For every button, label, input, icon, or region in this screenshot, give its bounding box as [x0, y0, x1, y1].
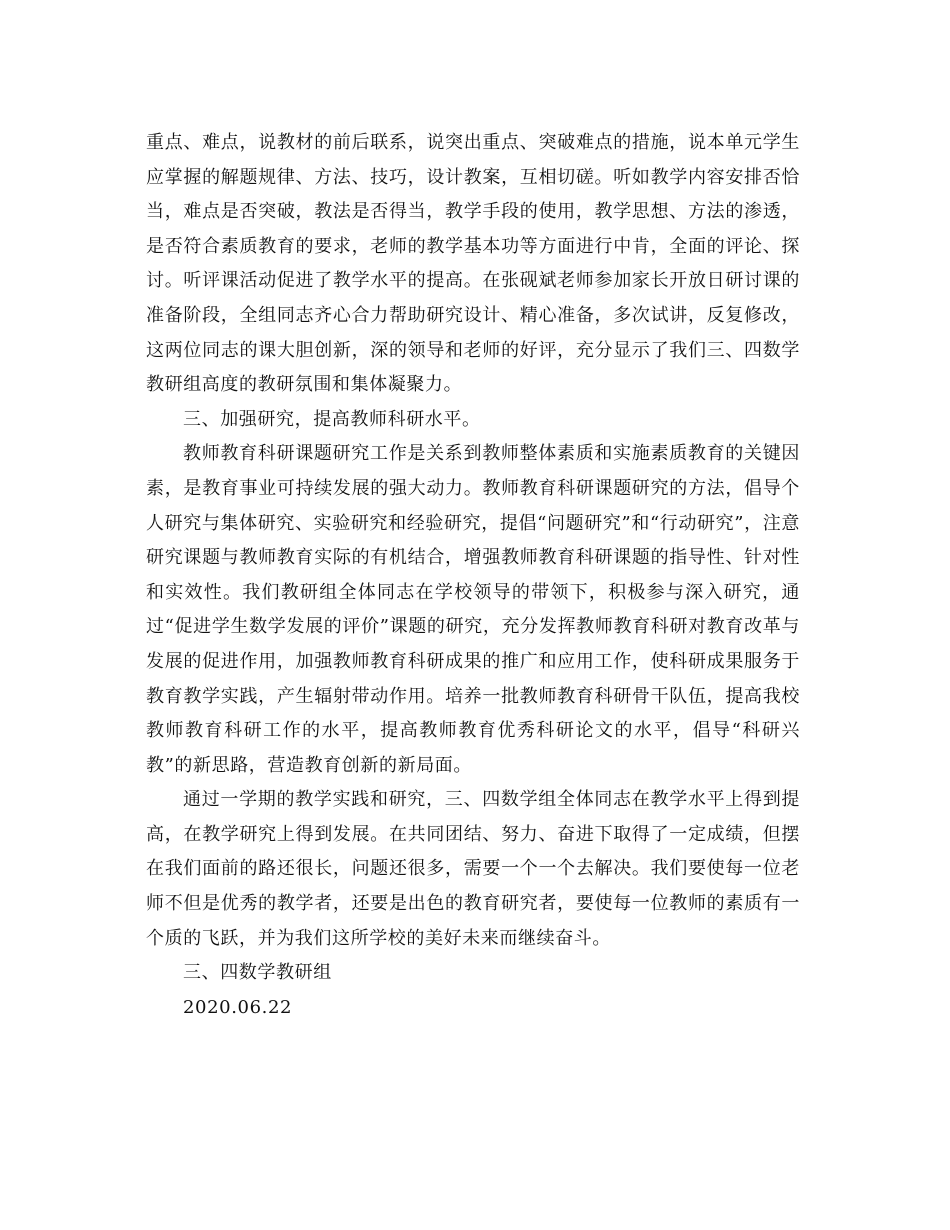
document-page: [146, 126, 800, 1025]
signature-group-name: 三、四数学教研组: [183, 962, 332, 984]
section-heading-research: 三、加强研究，提高教师科研水平。: [183, 408, 481, 430]
paragraph-summary: 通过一学期的教学实践和研究，三、四数学组全体同志在教学水平上得到提高，在教学研究上得到发展。在共同团结、努力、奋进下取得了一定成绩，但摆在我们面前的路还很长，问题还很多，需要一个一个去解决。我们要使每一位老师不但是优秀的教学者，还要是出色的教育研究者，要使每一位教师的素质有一个质的飞跃，并为我们这所学校的美好未来而继续奋斗。: [146, 789, 800, 949]
paragraph-research-work: 教师教育科研课题研究工作是关系到教师整体素质和实施素质教育的关键因素，是教育事业可持续发展的强大动力。教师教育科研课题研究的方法，倡导个人研究与集体研究、实验研究和经验研究，提倡“问题研究”和“行动研究”，注意研究课题与教师教育实际的有机结合，增强教师教育科研课题的指导性、针对性和实效性。我们教研组全体同志在学校领导的带领下，积极参与深入研究，通过“促进学生数学发展的评价”课题的研究，充分发挥教师教育科研对教育改革与发展的促进作用，加强教师教育科研成果的推广和应用工作，使科研成果服务于教育教学实践，产生辐射带动作用。培养一批教师教育科研骨干队伍，提高我校教师教育科研工作的水平，提高教师教育优秀科研论文的水平，倡导“科研兴教”的新思路，营造教育创新的新局面。: [146, 443, 800, 776]
signature-date: 2020.06.22: [183, 996, 293, 1018]
paragraph-evaluation-activities: 重点、难点，说教材的前后联系，说突出重点、突破难点的措施，说本单元学生应掌握的解题规律、方法、技巧，设计教案，互相切磋。听如教学内容安排否恰当，难点是否突破，教法是否得当，教学手段的使用，教学思想、方法的渗透，是否符合素质教育的要求，老师的教学基本功等方面进行中肯，全面的评论、探讨。听评课活动促进了教学水平的提高。在张砚斌老师参加家长开放日研讨课的准备阶段，全组同志齐心合力帮助研究设计、精心准备，多次试讲，反复修改，这两位同志的课大胆创新，深的领导和老师的好评，充分显示了我们三、四数学教研组高度的教研氛围和集体凝聚力。: [146, 132, 800, 396]
